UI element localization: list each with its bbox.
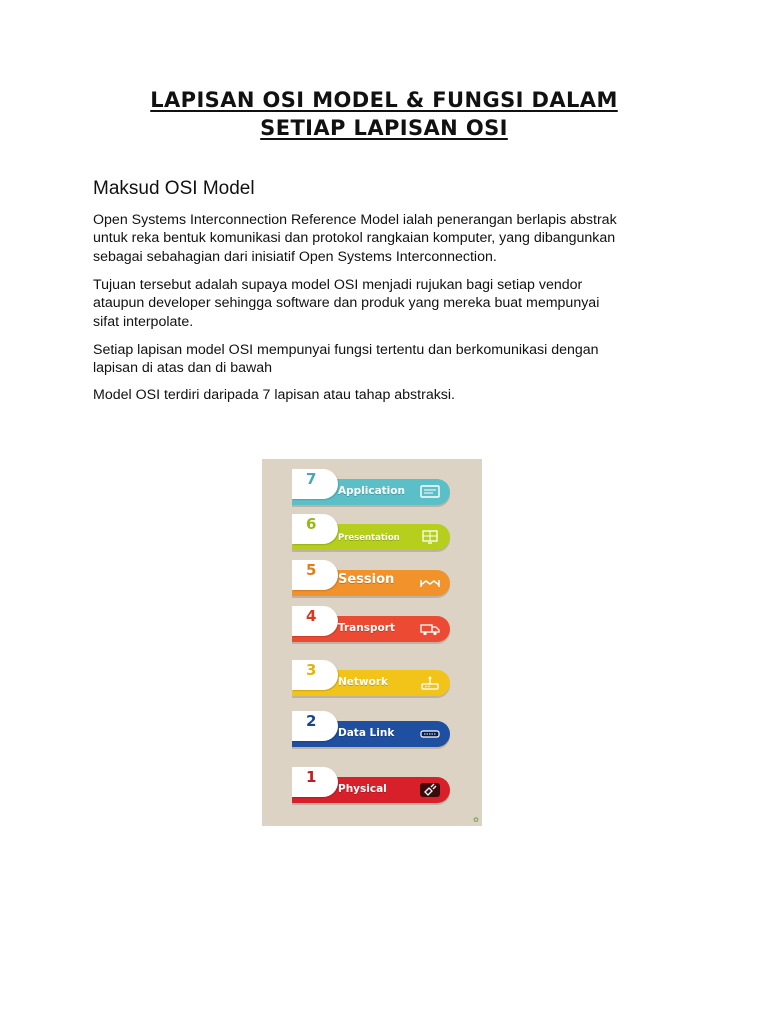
osi-layer-number-tab	[292, 469, 338, 499]
osi-layer-number-tab	[292, 711, 338, 741]
osi-layer-number-tab	[292, 514, 338, 544]
osi-layer-application	[292, 469, 450, 507]
osi-layer-number: 7	[306, 470, 317, 488]
osi-layer-network	[292, 660, 450, 698]
document-title-line-2: SETIAP LAPISAN OSI	[260, 116, 508, 140]
osi-layer-label: Application	[338, 485, 405, 497]
osi-layer-label: Session	[338, 572, 395, 587]
osi-layer-physical	[292, 767, 450, 805]
monitor-icon	[418, 484, 442, 500]
osi-layer-number: 3	[306, 661, 317, 679]
osi-layer-number: 6	[306, 515, 317, 533]
paragraph-line: sebagai sebahagian dari inisiatif Open Systems Interconnection.	[93, 248, 497, 265]
paragraph-line: Setiap lapisan model OSI mempunyai fungsi tertentu dan berkomunikasi dengan	[93, 342, 599, 358]
osi-layer-session	[292, 560, 450, 598]
osi-layer-number-tab	[292, 606, 338, 636]
osi-layer-number-tab	[292, 560, 338, 590]
osi-layer-label: Transport	[338, 622, 395, 634]
paragraph-definition	[93, 211, 693, 266]
screen-grid-icon	[418, 529, 442, 545]
osi-layers-graphic	[262, 459, 482, 826]
osi-layer-number: 1	[306, 768, 317, 786]
osi-layer-label: Network	[338, 676, 389, 688]
osi-layer-number-tab	[292, 767, 338, 797]
document-title-line-1: LAPISAN OSI MODEL & FUNGSI DALAM	[150, 88, 618, 112]
osi-layer-number: 4	[306, 607, 317, 625]
paragraph-purpose	[93, 276, 693, 331]
osi-layer-label: Data Link	[338, 727, 395, 739]
paragraph-layer-function	[93, 341, 693, 378]
paragraph-layer-count	[93, 386, 693, 404]
section-heading: Maksud OSI Model	[93, 178, 255, 199]
osi-layer-number-tab	[292, 660, 338, 690]
paragraph-line: sifat interpolate.	[93, 313, 194, 330]
paragraph-line: ataupun developer sehingga software dan produk yang mereka buat mempunyai	[93, 295, 600, 312]
paragraph-line: lapisan di atas dan di bawah	[93, 360, 273, 377]
paragraph-line: Tujuan tersebut adalah supaya model OSI menjadi rujukan bagi setiap vendor	[93, 277, 583, 293]
paragraph-line: Open Systems Interconnection Reference Model ialah penerangan berlapis abstrak	[93, 212, 617, 228]
osi-layer-data-link	[292, 711, 450, 749]
osi-layer-label: Physical	[338, 783, 387, 795]
document-title	[0, 86, 768, 142]
paragraph-line: Model OSI terdiri daripada 7 lapisan atau tahap abstraksi.	[93, 387, 455, 403]
handshake-icon	[418, 575, 442, 591]
plug-icon	[418, 782, 442, 798]
watermark-icon: ✿	[473, 817, 479, 824]
osi-layer-number: 5	[306, 561, 317, 579]
cable-icon	[418, 726, 442, 742]
osi-layer-presentation	[292, 514, 450, 552]
truck-icon	[418, 621, 442, 637]
osi-layer-label: Presentation	[338, 533, 400, 543]
osi-layer-transport	[292, 606, 450, 644]
paragraph-line: untuk reka bentuk komunikasi dan protokol rangkaian komputer, yang dibangunkan	[93, 230, 616, 247]
osi-layer-number: 2	[306, 712, 317, 730]
router-icon	[418, 675, 442, 691]
